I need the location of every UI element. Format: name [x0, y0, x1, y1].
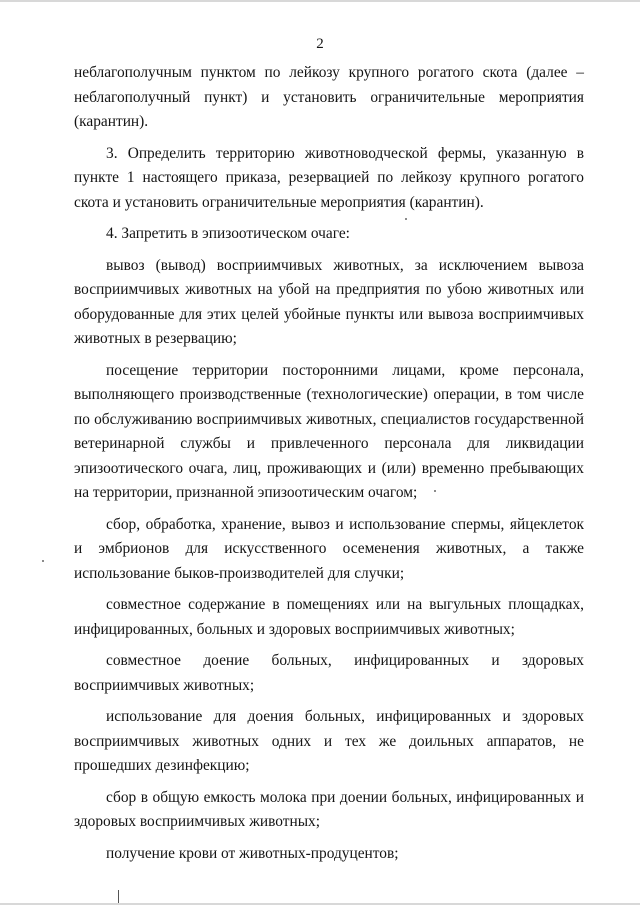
prohibition-item: совместное содержание в помещениях или на выгульных площадках, инфицированных, больных и здоровых восприимчивых животных; — [74, 596, 584, 638]
paragraph-item-3: 3. Определить территорию животноводческой фермы, указанную в пункте 1 настоящего приказа, резервацией по лейкозу крупного рогатого скота и установить ограничительные мероприятия (карантин). — [74, 144, 584, 211]
scan-speck — [434, 490, 436, 492]
paragraph-item-4: 4. Запретить в эпизоотическом очаге: — [106, 225, 350, 242]
prohibition-item: вывоз (вывод) восприимчивых животных, за исключением вывоза восприимчивых животных на убой на предприятия по убою животных или оборудованные для этих целей убойные пункты или вывоза восприимчивых животных в резервацию; — [74, 256, 584, 347]
paragraph-continuation: неблагополучным пунктом по лейкозу крупного рогатого скота (далее – неблагополучный пункт) и установить ограничительные мероприятия (карантин). — [74, 64, 584, 130]
scan-speck — [405, 218, 407, 220]
scan-top-edge — [0, 0, 640, 2]
page-number: 2 — [316, 36, 324, 52]
prohibition-item: посещение территории посторонними лицами, кроме персонала, выполняющего производственные (технологические) операции, в том числе по обслуживанию восприимчивых животных, специалистов государственной ветеринарной службы и привлеченного персонала для ликвидации эпизоотического очага, лиц, проживающих и (или) временно пребывающих на территории, признанной эпизоотическим очагом; — [74, 361, 584, 501]
prohibition-item: использование для доения больных, инфицированных и здоровых восприимчивых животных одних и тех же доильных аппаратов, не прошедших дезинфекцию; — [74, 708, 584, 774]
prohibition-item: сбор в общую емкость молока при доении больных, инфицированных и здоровых восприимчивых животных; — [74, 788, 584, 830]
prohibition-item: сбор, обработка, хранение, вывоз и использование спермы, яйцеклеток и эмбрионов для искусственного осеменения животных, а также использование быков-производителей для случки; — [74, 515, 584, 582]
prohibition-item: совместное доение больных, инфицированных и здоровых восприимчивых животных; — [74, 652, 584, 694]
document-body — [74, 61, 584, 873]
prohibition-item: получение крови от животных-продуцентов; — [106, 844, 399, 862]
scan-speck — [42, 560, 44, 562]
